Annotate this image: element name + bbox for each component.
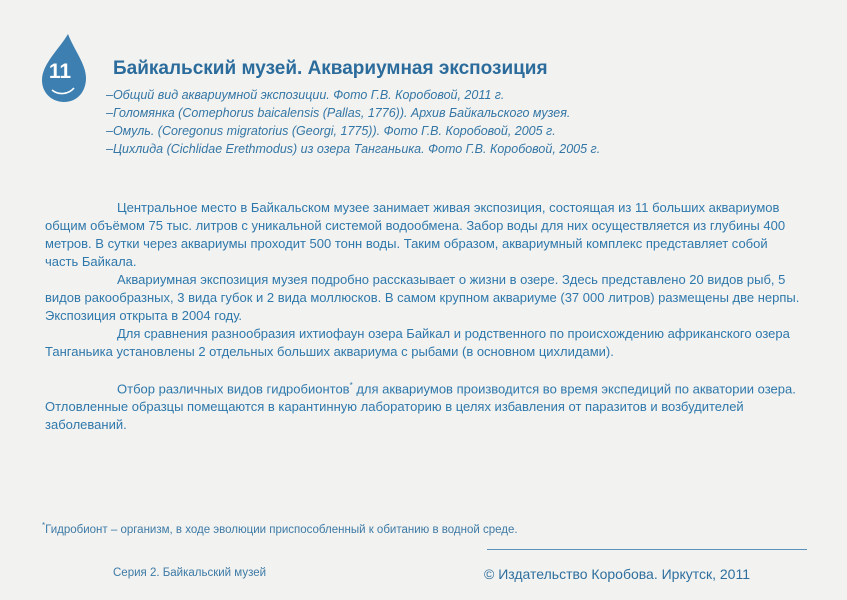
footer-divider: [487, 549, 807, 550]
caption-item: –Омуль. (Coregonus migratorius (Georgi, 1775)). Фото Г.В. Коробовой, 2005 г.: [106, 124, 556, 138]
publisher-credit: © Издательство Коробова. Иркутск, 2011: [484, 566, 750, 582]
paragraph-4-end: для аквариумов производится во время экспедиций по акватории озера. Отловленные образцы помещаются в карантинную лабораторию в целях избавления от паразитов и возбудителей заболеваний.: [45, 381, 796, 433]
paragraph-4: [45, 377, 800, 434]
paragraph-2: Аквариумная экспозиция музея подробно рассказывает о жизни в озере. Здесь представлено 20 видов рыб, 5 видов ракообразных, 3 вида губок и 2 вида моллюсков. В самом крупном аквариуме (37 000 литров) размещены две нерпы. Экспозиция открыта в 2004 году.: [45, 272, 800, 323]
paragraph-4-start: Отбор различных видов гидробионтов: [117, 381, 350, 397]
footnote-text: Гидробионт – организм, в ходе эволюции приспособленный к обитанию в водной среде.: [45, 523, 518, 536]
paragraph-1: Центральное место в Байкальском музее занимает живая экспозиция, состоящая из 11 больших аквариумов общим объёмом 75 тыс. литров с уникальной системой водообмена. Забор воды для них осуществляется из глубины 400 метров. В сутки через аквариумы проходит 500 тонн воды. Таким образом, аквариумный комплекс представляет собой часть Байкала.: [45, 200, 786, 269]
photo-captions: [106, 86, 600, 158]
caption-item: –Голомянка (Comephorus baicalensis (Pallas, 1776)). Архив Байкальского музея.: [106, 106, 571, 120]
paragraph-3: Для сравнения разнообразия ихтиофаун озера Байкал и родственного по происхождению африканского озера Танганьика установлены 2 отдельных больших аквариума с рыбами (в основном цихлидами).: [45, 326, 790, 359]
footnote: [42, 521, 518, 536]
page-title: Байкальский музей. Аквариумная экспозиция: [113, 58, 548, 79]
footnote-mark: *: [42, 521, 46, 530]
footnote-marker: *: [349, 381, 353, 390]
caption-item: –Цихлида (Cichlidae Erethmodus) из озера Танганьика. Фото Г.В. Коробовой, 2005 г.: [106, 142, 601, 156]
section-number: 11: [48, 60, 72, 83]
main-text: [45, 199, 800, 434]
series-label: Серия 2. Байкальский музей: [113, 567, 267, 579]
caption-item: –Общий вид аквариумной экспозиции. Фото Г.В. Коробовой, 2011 г.: [106, 88, 505, 102]
